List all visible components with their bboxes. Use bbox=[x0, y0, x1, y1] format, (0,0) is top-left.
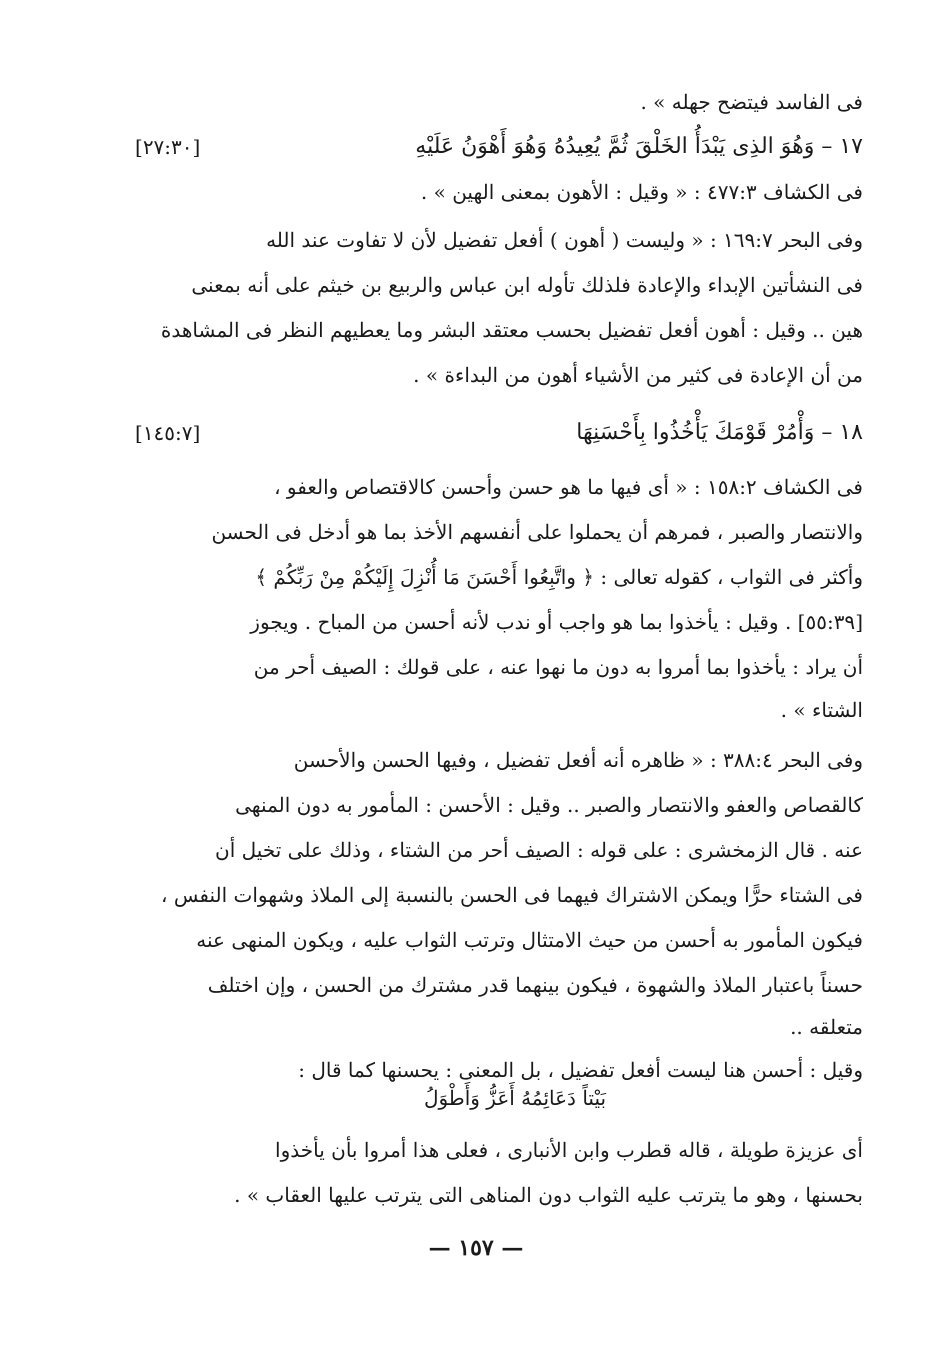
poem-verse: بَيْتاً دَعَائِمُهُ أَعَزُّ وَأَطْوَلُ bbox=[423, 1086, 607, 1110]
text-line: فى النشأتين الإبداء والإعادة فلذلك تأوله ابن عباس والربيع بن خيثم على أنه بمعنى bbox=[191, 273, 863, 297]
text-line: أن يراد : يأخذوا بما أمروا به دون ما نهوا عنه ، على قولك : الصيف أحر من bbox=[253, 655, 863, 679]
text-line: فى الكشاف ١٥٨:٢ : « أى فيها ما هو حسن وأحسن كالاقتصاص والعفو ، bbox=[274, 475, 863, 499]
verse-reference: [١٤٥:٧] bbox=[135, 421, 201, 445]
text-line: فى الشتاء حرًّا ويمكن الاشتراك فيهما فى الحسن بالنسبة إلى الملاذ وشهوات النفس ، bbox=[161, 883, 863, 907]
text-line: أى عزيزة طويلة ، قاله قطرب وابن الأنبارى ، فعلى هذا أمروا بأن يأخذوا bbox=[275, 1138, 863, 1162]
text-line: حسناً باعتبار الملاذ والشهوة ، فيكون بينهما قدر مشترك من الحسن ، وإن اختلف bbox=[207, 973, 863, 997]
text-line: فى الفاسد فيتضح جهله » . bbox=[640, 90, 863, 114]
text-line: بحسنها ، وهو ما يترتب عليه الثواب دون المناهى التى يترتب عليها العقاب » . bbox=[234, 1183, 863, 1207]
text-line: والانتصار والصبر ، فمرهم أن يحملوا على أنفسهم الأخذ بما هو أدخل فى الحسن bbox=[211, 520, 863, 544]
text-line: فيكون المأمور به أحسن من حيث الامتثال وترتب الثواب عليه ، ويكون المنهى عنه bbox=[196, 928, 863, 952]
verse-reference: [٢٧:٣٠] bbox=[135, 135, 201, 159]
text-line: هين .. وقيل : أهون أفعل تفضيل بحسب معتقد البشر وما يعطيهم النظر فى المشاهدة bbox=[160, 318, 863, 342]
text-line: [٥٥:٣٩] . وقيل : يأخذوا بما هو واجب أو ندب لأنه أحسن من المباح . ويجوز bbox=[250, 610, 863, 634]
text-line: من أن الإعادة فى كثير من الأشياء أهون من البداءة » . bbox=[413, 363, 863, 387]
text-line: عنه . قال الزمخشرى : على قوله : الصيف أحر من الشتاء ، وذلك على تخيل أن bbox=[215, 838, 863, 862]
verse-text: ١٧ – وَهُوَ الذِى يَبْدَأُ الخَلْقَ ثُمَّ يُعِيدُهُ وَهُوَ أَهْوَنُ عَلَيْهِ bbox=[415, 134, 863, 159]
text-line: متعلقه .. bbox=[790, 1015, 863, 1039]
text-line: وفى البحر ٣٨٨:٤ : « ظاهره أنه أفعل تفضيل ، وفيها الحسن والأحسن bbox=[293, 748, 863, 772]
page-number: — ١٥٧ — bbox=[428, 1235, 524, 1261]
text-line: وفى البحر ١٦٩:٧ : « وليست ( أهون ) أفعل تفضيل لأن لا تفاوت عند الله bbox=[266, 228, 863, 252]
verse-text: ١٨ – وَأْمُرْ قَوْمَكَ يَأْخُذُوا بِأَحْسَنِهَا bbox=[576, 420, 863, 445]
text-line: وأكثر فى الثواب ، كقوله تعالى : ﴿ واتَّبِعُوا أَحْسَنَ مَا أُنْزِلَ إِلَيْكُمْ مِنْ رَبِّكُمْ ﴾ bbox=[255, 565, 863, 589]
verse-17 bbox=[135, 124, 863, 170]
text-line: الشتاء » . bbox=[780, 698, 863, 722]
verse-18 bbox=[135, 410, 863, 456]
text-line: فى الكشاف ٤٧٧:٣ : « وقيل : الأهون بمعنى الهين » . bbox=[420, 180, 863, 204]
text-line: كالقصاص والعفو والانتصار والصبر .. وقيل : الأحسن : المأمور به دون المنهى bbox=[235, 793, 863, 817]
text-line: وقيل : أحسن هنا ليست أفعل تفضيل ، بل المعنى : يحسنها كما قال : bbox=[298, 1058, 863, 1082]
